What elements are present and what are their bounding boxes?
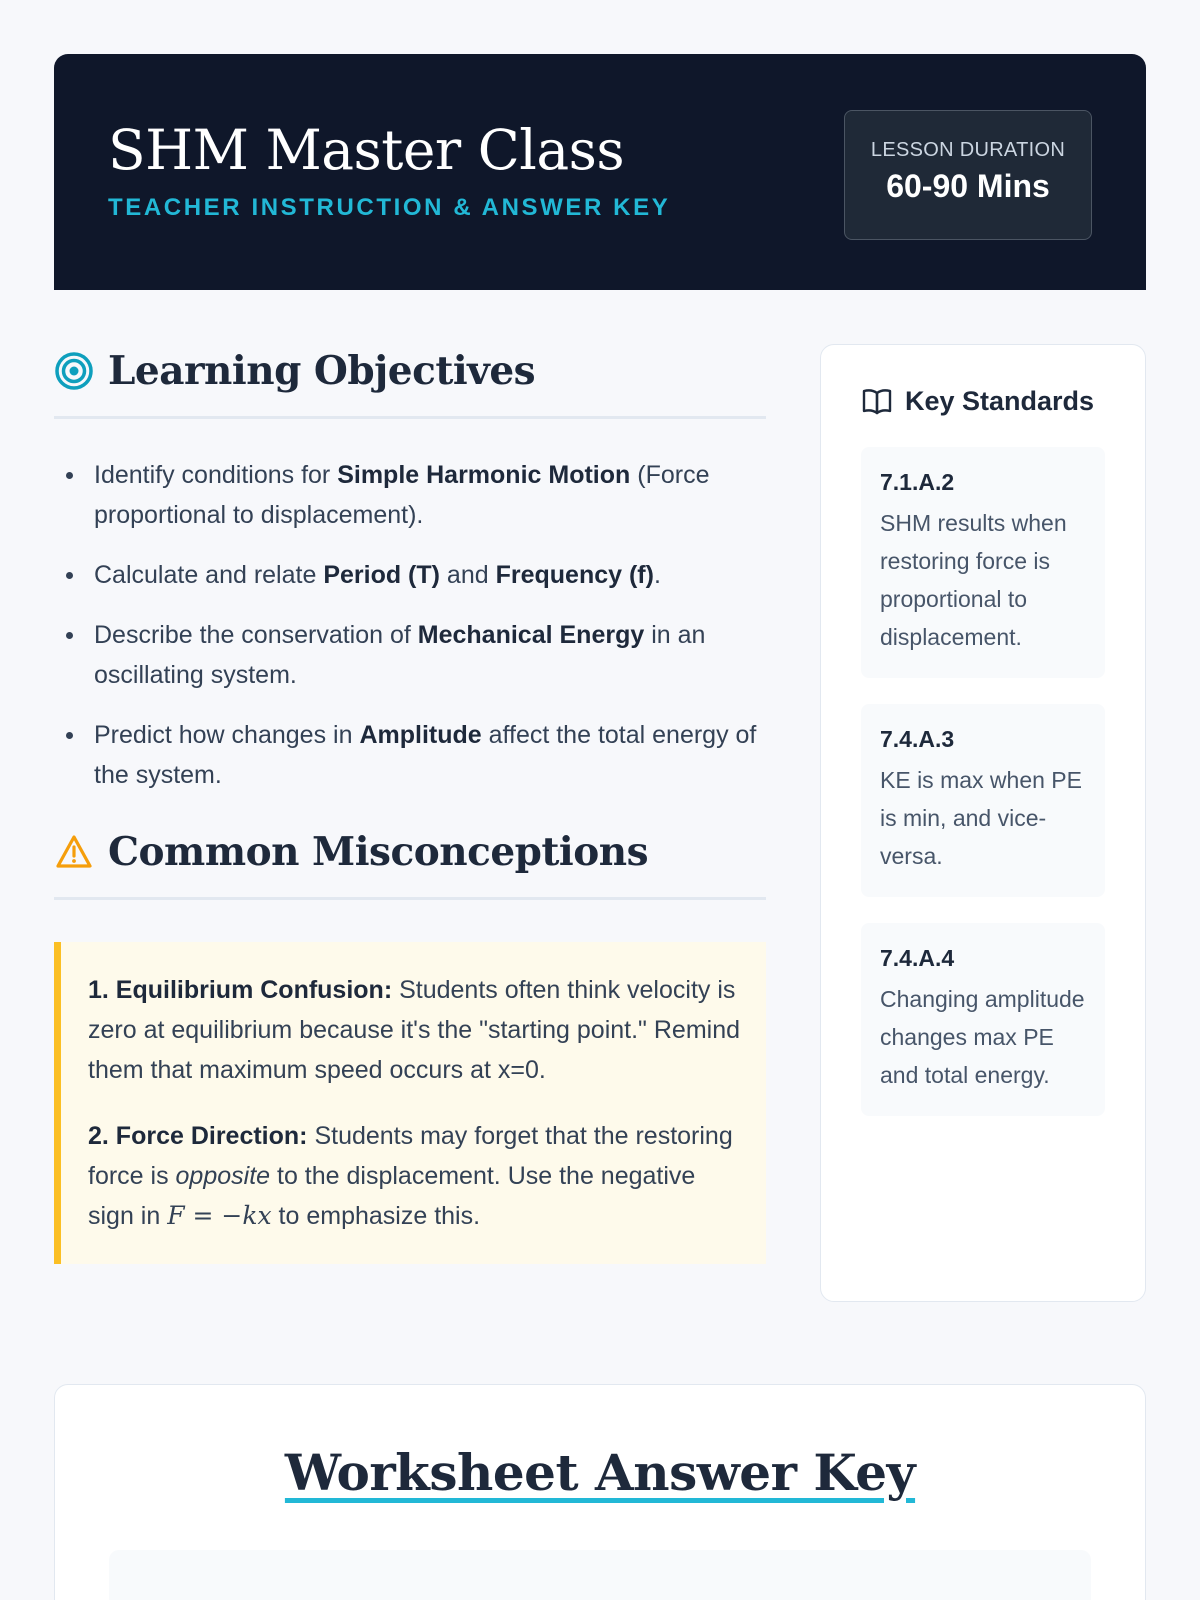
objectives-title: Learning Objectives: [108, 348, 536, 394]
formula: F = −kx: [167, 1201, 272, 1230]
left-column: [54, 344, 766, 1302]
standard-code: 7.4.A.3: [880, 726, 955, 752]
misconceptions-callout: [54, 942, 766, 1264]
misconception-item: 1. Equilibrium Confusion: Students often think velocity is zero at equilibrium because it's the "starting point." Remind them that maximum speed occurs at x=0.: [88, 976, 741, 1084]
standard-card: [861, 447, 1105, 678]
lesson-duration-value: 60-90 Mins: [886, 168, 1050, 204]
standard-card: [861, 923, 1105, 1116]
misconception-item: 2. Force Direction: Students may forget that the restoring force is opposite to the displacement. Use the negative sign in F = −kx to emphasize this.: [88, 1122, 733, 1230]
page-subtitle: TEACHER INSTRUCTION & ANSWER KEY: [108, 194, 671, 221]
objectives-header: [54, 344, 766, 419]
standard-text: SHM results when restoring force is proportional to displacement.: [880, 510, 1067, 650]
standard-card: [861, 704, 1105, 897]
answer-key-section: [54, 1384, 1146, 1600]
answer-key-title: Worksheet Answer Key: [284, 1443, 916, 1502]
main-content: [54, 344, 1146, 1302]
answer-key-panel: [109, 1550, 1091, 1600]
misconceptions-title: Common Misconceptions: [108, 829, 649, 875]
hero-text: [108, 118, 670, 290]
page-title: SHM Master Class: [108, 118, 625, 182]
standard-text: KE is max when PE is min, and vice-versa.: [880, 767, 1082, 869]
standard-text: Changing amplitude changes max PE and total energy.: [880, 986, 1085, 1088]
hero-header: [54, 54, 1146, 290]
misconceptions-header: [54, 825, 766, 900]
standards-header: [861, 385, 1105, 417]
list-item: Describe the conservation of Mechanical Energy in an oscillating system.: [54, 615, 766, 695]
warning-icon: [54, 832, 94, 872]
target-icon: [54, 351, 94, 391]
list-item: Calculate and relate Period (T) and Frequency (f).: [54, 555, 766, 595]
standard-code: 7.1.A.2: [880, 469, 955, 495]
objectives-list: [54, 419, 766, 795]
standard-code: 7.4.A.4: [880, 945, 955, 971]
lesson-duration-card: [844, 110, 1092, 240]
lesson-duration-label: LESSON DURATION: [870, 139, 1066, 161]
standards-sidebar: [820, 344, 1146, 1302]
standards-title: Key Standards: [905, 385, 1095, 416]
list-item: Identify conditions for Simple Harmonic Motion (Force proportional to displacement).: [54, 455, 766, 535]
list-item: Predict how changes in Amplitude affect the total energy of the system.: [54, 715, 766, 795]
book-icon: [861, 385, 893, 417]
